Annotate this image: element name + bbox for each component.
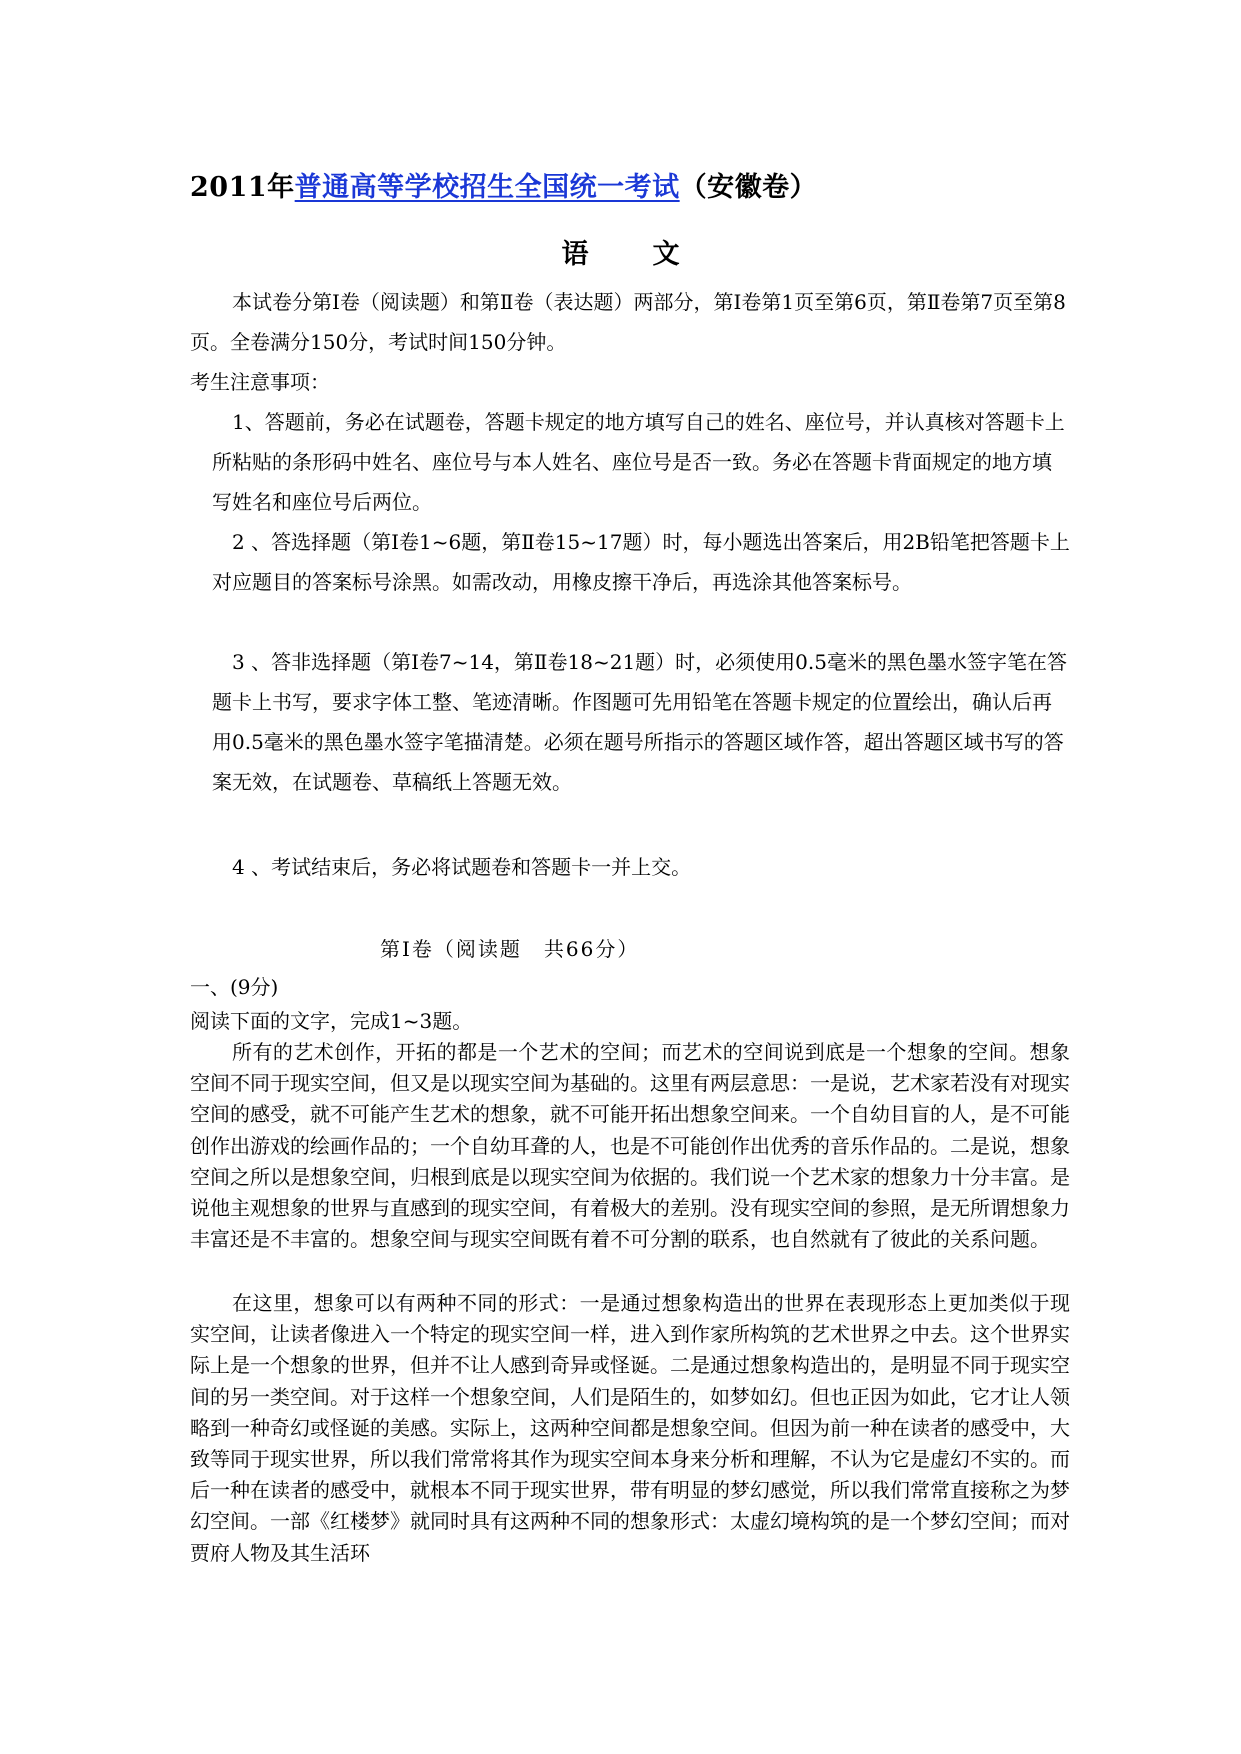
subject-heading: 语文 (561, 239, 744, 270)
reading-paragraph-1: 所有的艺术创作，开拓的都是一个艺术的空间；而艺术的空间说到底是一个想象的空间。想象空间不同于现实空间，但又是以现实空间为基础的。这里有两层意思：一是说，艺术家若没有对现实空间的感受，就不可能产生艺术的想象，就不可能开拓出想象空间来。一个自幼目盲的人，是不可能创作出游戏的绘画作品的；一个自幼耳聋的人，也是不可能创作出优秀的音乐作品的。二是说，想象空间之所以是想象空间，归根到底是以现实空间为依据的。我们说一个艺术家的想象力十分丰富。是说他主观想象的世界与直感到的现实空间，有着极大的差别。没有现实空间的参照，是无所谓想象力丰富还是不丰富的。想象空间与现实空间既有着不可分割的联系，也自然就有了彼此的关系问题。 (190, 1040, 1070, 1252)
notice-item-1: 1、答题前，务必在试题卷，答题卡规定的地方填写自己的姓名、座位号，并认真核对答题卡上所粘贴的条形码中姓名、座位号与本人姓名、座位号是否一致。务必在答题卡背面规定的地方填写姓名和座位号后两位。 (212, 410, 1065, 514)
notice-item-3: 3 、答非选择题（第Ⅰ卷7~14，第Ⅱ卷18~21题）时，必须使用0.5毫米的黑色墨水签字笔在答题卡上书写，要求字体工整、笔迹清晰。作图题可先用铅笔在答题卡规定的位置绘出，确认后再用0.5毫米的黑色墨水签字笔描清楚。必须在题号所指示的答题区域作答，超出答题区域书写的答案无效，在试题卷、草稿纸上答题无效。 (212, 650, 1067, 794)
exam-name-link[interactable]: 普通高等学校招生全国统一考试 (294, 172, 680, 203)
title-province: （安徽卷） (679, 172, 818, 203)
title-year: 2011年 (190, 172, 295, 203)
notice-heading: 考生注意事项： (190, 370, 330, 394)
notice-item-2: 2 、答选择题（第Ⅰ卷1~6题，第Ⅱ卷15~17题）时，每小题选出答案后，用2B铅笔把答题卡上对应题目的答案标号涂黑。如需改动，用橡皮擦干净后，再选涂其他答案标号。 (212, 530, 1070, 594)
notice-item-4: 4 、考试结束后，务必将试题卷和答题卡一并上交。 (232, 855, 692, 879)
reading-paragraph-2: 在这里，想象可以有两种不同的形式：一是通过想象构造出的世界在表现形态上更加类似于现实空间，让读者像进入一个特定的现实空间一样，进入到作家所构筑的艺术世界之中去。这个世界实际上是一个想象的世界，但并不让人感到奇异或怪诞。二是通过想象构造出的，是明显不同于现实空间的另一类空间。对于这样一个想象空间，人们是陌生的，如梦如幻。但也正因为如此，它才让人领略到一种奇幻或怪诞的美感。实际上，这两种空间都是想象空间。但因为前一种在读者的感受中，大致等同于现实世界，所以我们常常将其作为现实空间本身来分析和理解，不认为它是虚幻不实的。而后一种在读者的感受中，就根本不同于现实世界，带有明显的梦幻感觉，所以我们常常直接称之为梦幻空间。一部《红楼梦》就同时具有这两种不同的想象形式：太虚幻境构筑的是一个梦幻空间；而对贾府人物及其生活环 (190, 1291, 1070, 1565)
exam-title (190, 165, 817, 204)
part-label: 一、(9分) (190, 975, 279, 999)
section-title: 第Ⅰ卷（阅读题 共66分） (380, 937, 640, 961)
reading-instruction: 阅读下面的文字，完成1~3题。 (190, 1009, 473, 1033)
intro-paragraph: 本试卷分第Ⅰ卷（阅读题）和第Ⅱ卷（表达题）两部分，第Ⅰ卷第1页至第6页，第Ⅱ卷第7页至第8页。全卷满分150分，考试时间150分钟。 (190, 290, 1066, 354)
